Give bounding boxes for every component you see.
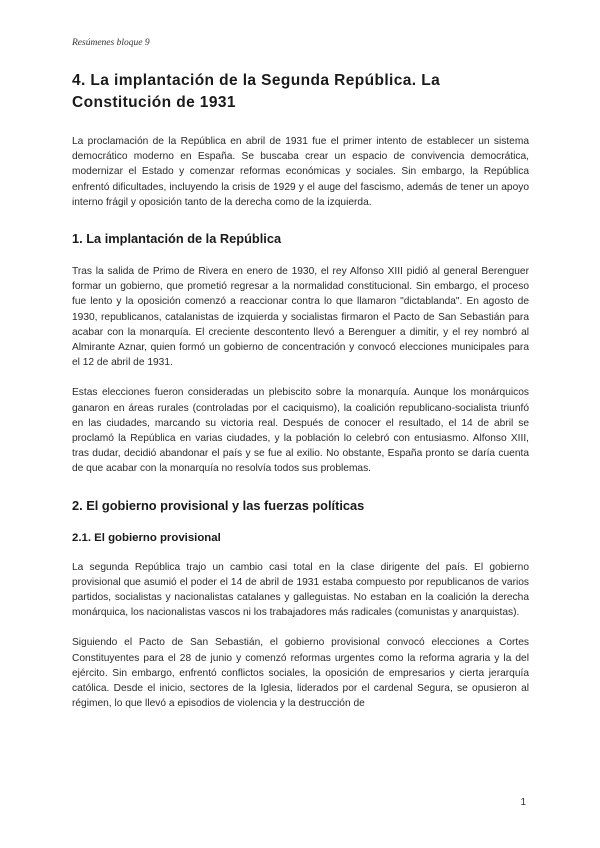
subsection-heading-gobierno-provisional: 2.1. El gobierno provisional [72, 531, 221, 544]
page-title: 4. La implantación de la Segunda República. La Constitución de 1931 [72, 72, 441, 111]
section1-paragraph-1: Tras la salida de Primo de Rivera en enero de 1930, el rey Alfonso XIII pidió al general Berenguer formar un gobierno, que prometió regresar a la normalidad constitucional. Sin embargo, el proceso fue lento y la oposición comenzó a reaccionar contra lo que llamaron "dictablanda". En agosto de 1930, republicanos, catalanistas de izquierda y socialistas firmaron el Pacto de San Sebastián para acabar con la monarquía. El creciente descontento llevó a Berenguer a dimitir, y el rey nombró al Almirante Aznar, quien formó un gobierno de concentración y convocó elecciones municipales para el 12 de abril de 1931. [72, 266, 529, 369]
section2-paragraph-2: Siguiendo el Pacto de San Sebastián, el gobierno provisional convocó elecciones a Cortes Constituyentes para el 28 de junio y comenzó reformas urgentes como la reforma agraria y la del ejército. Sin embargo, enfrentó conflictos sociales, la oposición de empresarios y cierta jerarquía católica. Desde el inicio, sectores de la Iglesia, liderados por el cardenal Segura, se opusieron al régimen, lo que llevó a episodios de violencia y la destrucción de [72, 637, 529, 710]
intro-paragraph: La proclamación de la República en abril de 1931 fue el primer intento de establecer un sistema democrático moderno en España. Se buscaba crear un espacio de convivencia democrática, modernizar el Estado y comenzar reformas económicas y sociales. Sin embargo, la República enfrentó dificultades, incluyendo la crisis de 1929 y el auge del fascismo, además de tener un apoyo interno frágil y oposición tanto de la derecha como de la izquierda. [72, 136, 529, 208]
document-body [72, 70, 529, 711]
running-header: Resúmenes bloque 9 [72, 38, 150, 48]
section-heading-gobierno-provisional: 2. El gobierno provisional y las fuerzas políticas [72, 497, 365, 513]
section-heading-implantacion: 1. La implantación de la República [72, 231, 282, 247]
section1-paragraph-2: Estas elecciones fueron consideradas un plebiscito sobre la monarquía. Aunque los monárquicos ganaron en áreas rurales (controladas por el caciquismo), la coalición republicano-socialista triunfó en las ciudades, marcando su victoria real. Después de conocer el resultado, el 14 de abril se proclamó la República en varias ciudades, y la población lo celebró con entusiasmo. Alfonso XIII, tras dudar, decidió abandonar el país y se fue al exilio. No obstante, España pronto se daría cuenta de que acabar con la monarquía no resolvía todos sus problemas. [72, 387, 529, 475]
section2-paragraph-1: La segunda República trajo un cambio casi total en la clase dirigente del país. El gobierno provisional que asumió el poder el 14 de abril de 1931 estaba compuesto por republicanos de varios partidos, socialistas y nacionalistas catalanes y galleguistas. No estaban en la coalición la derecha monárquica, los nacionalistas vascos ni los trabajadores más radicales (comunistas y anarquistas). [72, 561, 529, 619]
page-number: 1 [520, 797, 526, 808]
